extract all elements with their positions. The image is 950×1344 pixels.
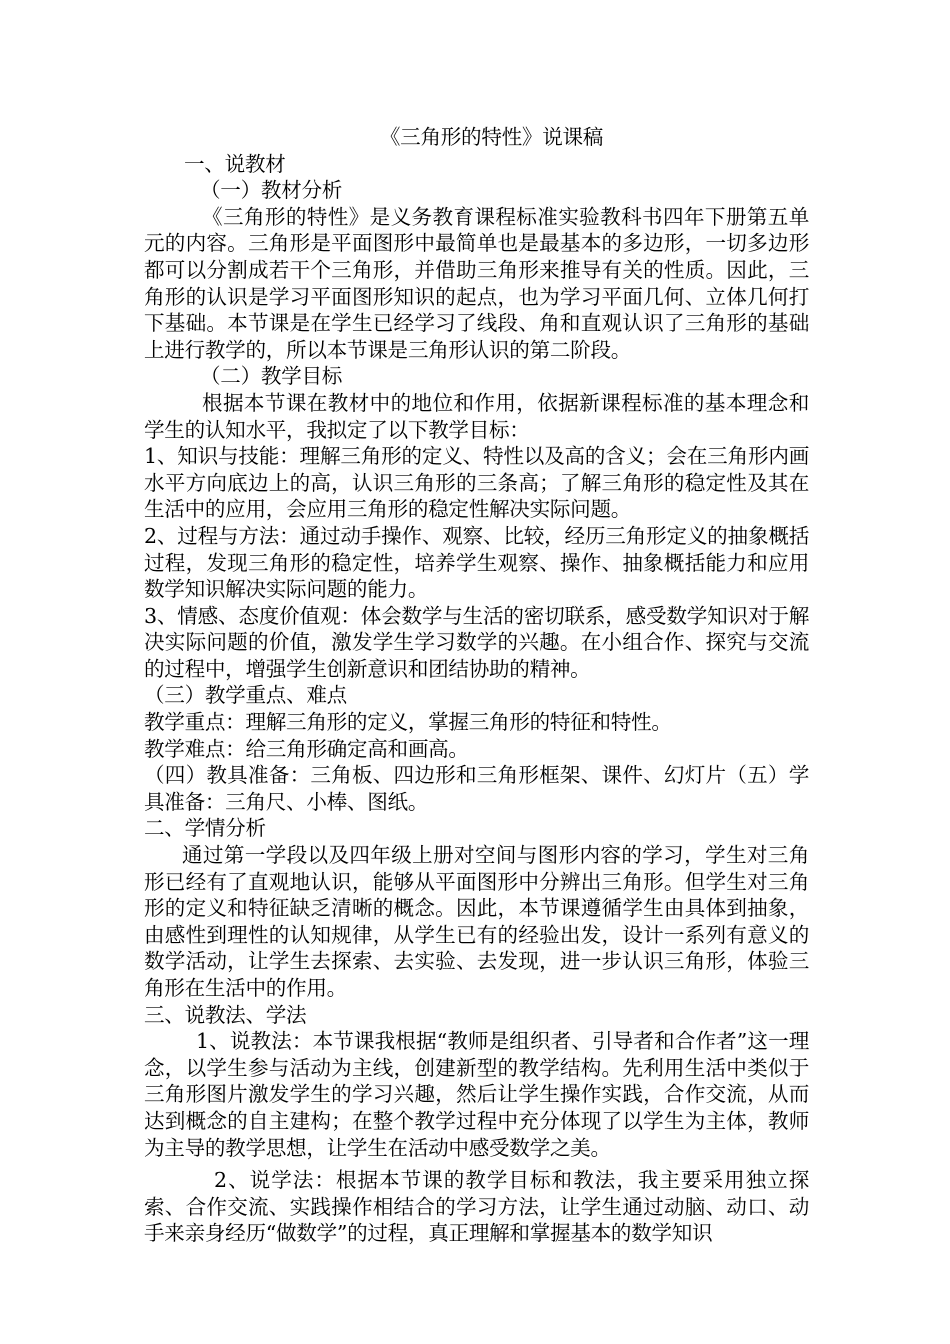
paragraph-student-analysis: 通过第一学段以及四年级上册对空间与图形内容的学习，学生对三角形已经有了直观地认识，能够从平面图形中分辨出三角形。但学生对三角形的定义和特征缺乏清晰的概念。因此，本节课遵循学生由具体到抽象，由感性到理性的认知规律，从学生已有的经验出发，设计一系列有意义的数学活动，让学生去探索、去实验、去发现，进一步认识三角形，体验三角形在生活中的作用。: [144, 843, 809, 1000]
subsection-heading-teaching-goals: （二）教学目标: [200, 364, 343, 389]
subsection-heading-material-analysis: （一）教材分析: [200, 178, 343, 203]
paragraph-goal-knowledge: 1、知识与技能：理解三角形的定义、特性以及高的含义；会在三角形内画水平方向底边上的高，认识三角形的三条高；了解三角形的稳定性及其在生活中的应用，会应用三角形的稳定性解决实际问题。: [144, 444, 809, 522]
section-heading-methods: 三、说教法、学法: [144, 1002, 307, 1027]
paragraph-key-point: 教学重点：理解三角形的定义，掌握三角形的特征和特性。: [144, 710, 672, 735]
paragraph-goal-attitude: 3、情感、态度价值观：体会数学与生活的密切联系，感受数学知识对于解决实际问题的价值，激发学生学习数学的兴趣。在小组合作、探究与交流的过程中，增强学生创新意识和团结协助的精神。: [144, 603, 809, 681]
paragraph-goal-process: 2、过程与方法：通过动手操作、观察、比较，经历三角形定义的抽象概括过程，发现三角形的稳定性，培养学生观察、操作、抽象概括能力和应用数学知识解决实际问题的能力。: [144, 523, 809, 602]
document-title: 《三角形的特性》说课稿: [379, 125, 604, 149]
paragraph-material-analysis: 《三角形的特性》是义务教育课程标准实验教科书四年下册第五单元的内容。三角形是平面图形中最简单也是最基本的多边形，一切多边形都可以分割成若干个三角形，并借助三角形来推导有关的性质。因此，三角形的认识是学习平面图形知识的起点，也为学习平面几何、立体几何打下基础。本节课是在学生已经学习了线段、角和直观认识了三角形的基础上进行教学的，所以本节课是三角形认识的第二阶段。: [144, 204, 809, 362]
paragraph-teaching-method: 1、说教法：本节课我根据“教师是组织者、引导者和合作者”这一理念，以学生参与活动为主线，创建新型的教学结构。先利用生活中类似于三角形图片激发学生的学习兴趣，然后让学生操作实践，合作交流，从而达到概念的自主建构；在整个教学过程中充分体现了以学生为主体，教师为主导的教学思想，让学生在活动中感受数学之美。: [144, 1029, 809, 1160]
paragraph-learning-method: 2、说学法：根据本节课的教学目标和教法，我主要采用独立探索、合作交流、实践操作相结合的学习方法，让学生通过动脑、动口、动手来亲身经历“做数学”的过程，真正理解和掌握基本的数学知识: [144, 1168, 809, 1246]
document-page: [144, 124, 809, 1247]
section-heading-student-analysis: 二、学情分析: [144, 816, 266, 841]
section-heading-teaching-material: 一、说教材: [184, 151, 286, 176]
paragraph-goals-intro: 根据本节课在教材中的地位和作用，依据新课程标准的基本理念和学生的认知水平，我拟定了以下教学目标：: [144, 390, 809, 442]
subsection-heading-key-points: （三）教学重点、难点: [144, 683, 347, 708]
paragraph-teaching-aids: （四）教具准备：三角板、四边形和三角形框架、课件、幻灯片（五）学具准备：三角尺、小棒、图纸。: [144, 763, 809, 814]
paragraph-difficult-point: 教学难点：给三角形确定高和画高。: [144, 736, 469, 761]
